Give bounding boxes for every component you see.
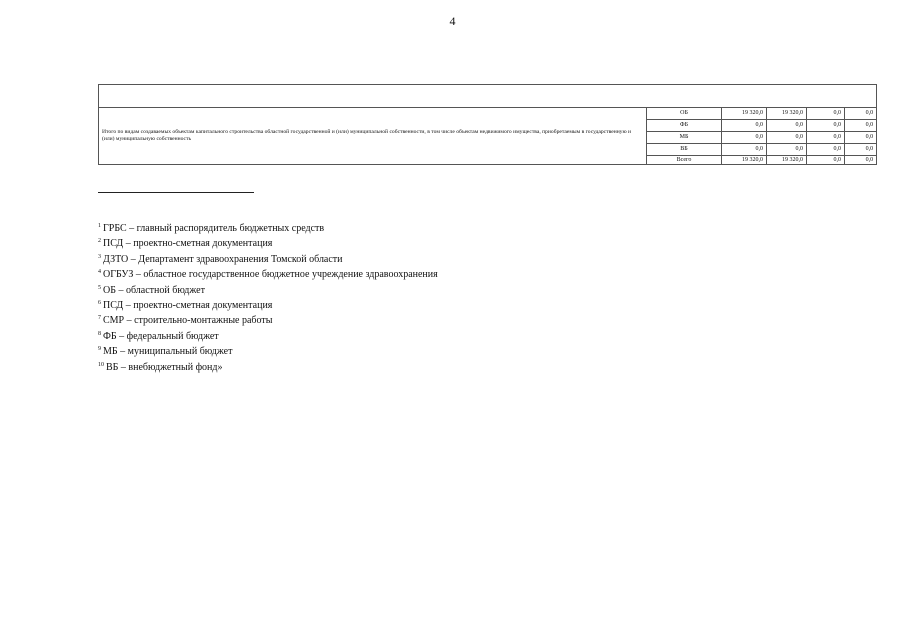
- value-cell: 0,0: [807, 132, 845, 144]
- source-cell: ОБ: [647, 108, 722, 120]
- footnotes: [98, 220, 438, 374]
- footnote-number: 3: [98, 253, 101, 260]
- footnote-text: МБ – муниципальный бюджет: [103, 346, 233, 358]
- footnote-text: ПСД – проектно-сметная документация: [103, 238, 273, 250]
- table-row: [99, 108, 877, 120]
- footnote: [98, 343, 438, 358]
- value-cell: 19 320,0: [722, 108, 767, 120]
- footnote-text: СМР – строительно-монтажные работы: [103, 315, 273, 327]
- footnote-number: 7: [98, 315, 101, 322]
- value-cell: 0,0: [845, 156, 877, 165]
- footnote: [98, 235, 438, 250]
- footnote: [98, 220, 438, 235]
- footnote: [98, 328, 438, 343]
- source-cell: ВБ: [647, 144, 722, 156]
- value-cell: 0,0: [767, 144, 807, 156]
- footnote: [98, 312, 438, 327]
- footnote: [98, 266, 438, 281]
- source-cell: ФБ: [647, 120, 722, 132]
- footnote-text: ДЗТО – Департамент здравоохранения Томской области: [103, 253, 343, 265]
- footnote-text: ФБ – федеральный бюджет: [103, 330, 219, 342]
- value-cell: 19 320,0: [767, 156, 807, 165]
- footnote-number: 8: [98, 330, 101, 337]
- value-cell: 0,0: [722, 132, 767, 144]
- footnote-number: 5: [98, 284, 101, 291]
- footnote-number: 10: [98, 361, 104, 368]
- footnote-text: ГРБС – главный распорядитель бюджетных средств: [103, 223, 325, 234]
- footnote: [98, 297, 438, 312]
- table-header-cell: [99, 85, 877, 108]
- value-cell: 0,0: [807, 108, 845, 120]
- value-cell: 0,0: [767, 120, 807, 132]
- value-cell: 0,0: [722, 120, 767, 132]
- value-cell: 0,0: [845, 144, 877, 156]
- footnote: [98, 359, 438, 374]
- footnote-number: 9: [98, 346, 101, 353]
- footnote: [98, 251, 438, 266]
- footnote-number: 2: [98, 238, 101, 245]
- footnote-text: ВБ – внебюджетный фонд»: [106, 361, 223, 373]
- footnote-text: ПСД – проектно-сметная документация: [103, 300, 273, 312]
- value-cell: 0,0: [767, 132, 807, 144]
- value-cell: 0,0: [845, 108, 877, 120]
- footnote-number: 6: [98, 300, 101, 307]
- value-cell: 0,0: [807, 144, 845, 156]
- value-cell: 19 320,0: [722, 156, 767, 165]
- value-cell: 0,0: [807, 156, 845, 165]
- source-cell: МБ: [647, 132, 722, 144]
- footnote: [98, 282, 438, 297]
- value-cell: 0,0: [845, 132, 877, 144]
- footnote-number: 1: [98, 223, 101, 229]
- footnote-text: ОГБУЗ – областное государственное бюджетное учреждение здравоохранения: [103, 269, 438, 281]
- page-number: 4: [449, 14, 456, 28]
- budget-table: [98, 84, 877, 165]
- row-description: Итого по видам создаваемых объектам капитального строительства областной государственной и (или) муниципальной собственности, в том числе объектам недвижимого имущества, приобретаемым в государственную и (или) муниципальную собственность: [99, 108, 647, 165]
- value-cell: 19 320,0: [767, 108, 807, 120]
- value-cell: 0,0: [845, 120, 877, 132]
- footnote-text: ОБ – областной бюджет: [103, 284, 205, 296]
- source-cell: Всего: [647, 156, 722, 165]
- footnote-separator: [98, 192, 254, 193]
- table-header-row: [99, 85, 877, 108]
- value-cell: 0,0: [722, 144, 767, 156]
- footnote-number: 4: [98, 269, 101, 276]
- value-cell: 0,0: [807, 120, 845, 132]
